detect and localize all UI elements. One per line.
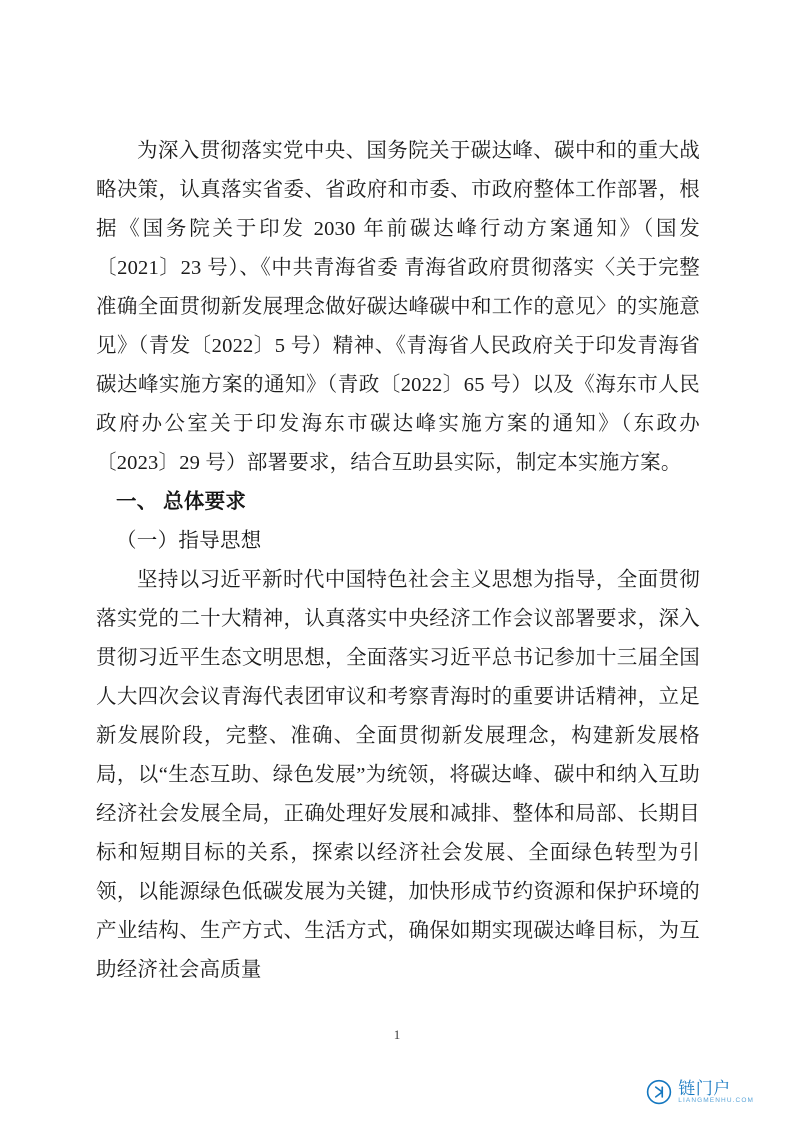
document-body [96, 132, 700, 990]
heading-section-one: 一、 总体要求 [116, 491, 247, 513]
watermark-subtitle: LIANGMENHU.COM [678, 1096, 754, 1104]
watermark-title: 链门户 [678, 1078, 731, 1098]
watermark [646, 1079, 754, 1105]
chain-link-logo-icon [646, 1079, 672, 1105]
page-number: 1 [393, 1027, 401, 1042]
paragraph-intro: 为深入贯彻落实党中央、国务院关于碳达峰、碳中和的重大战略决策，认真落实省委、省政府和市委、市政府整体工作部署，根据《国务院关于印发 2030 年前碳达峰行动方案通知》（国发〔2021〕23 号）、《中共青海省委 青海省政府贯彻落实〈关于完整准确全面贯彻新发展理念做好碳达峰碳中和工作的意见〉的实施意见》（青发〔2022〕5 号）精神、《青海省人民政府关于印发青海省碳达峰实施方案的通知》（青政〔2022〕65 号）以及《海东市人民政府办公室关于印发海东市碳达峰实施方案的通知》（东政办〔2023〕29 号）部署要求，结合互助县实际，制定本实施方案。 [96, 140, 700, 474]
watermark-text [678, 1080, 754, 1105]
paragraph-guiding-thought: 坚持以习近平新时代中国特色社会主义思想为指导，全面贯彻落实党的二十大精神，认真落实中央经济工作会议部署要求，深入贯彻习近平生态文明思想，全面落实习近平总书记参加十三届全国人大四次会议青海代表团审议和考察青海时的重要讲话精神，立足新发展阶段，完整、准确、全面贯彻新发展理念，构建新发展格局，以“生态互助、绿色发展”为统领，将碳达峰、碳中和纳入互助经济社会发展全局，正确处理好发展和减排、整体和局部、长期目标和短期目标的关系，探索以经济社会发展、全面绿色转型为引领，以能源绿色低碳发展为关键，加快形成节约资源和保护环境的产业结构、生产方式、生活方式，确保如期实现碳达峰目标，为互助经济社会高质量 [96, 569, 700, 981]
heading-subsection-one: （一）指导思想 [116, 530, 262, 552]
